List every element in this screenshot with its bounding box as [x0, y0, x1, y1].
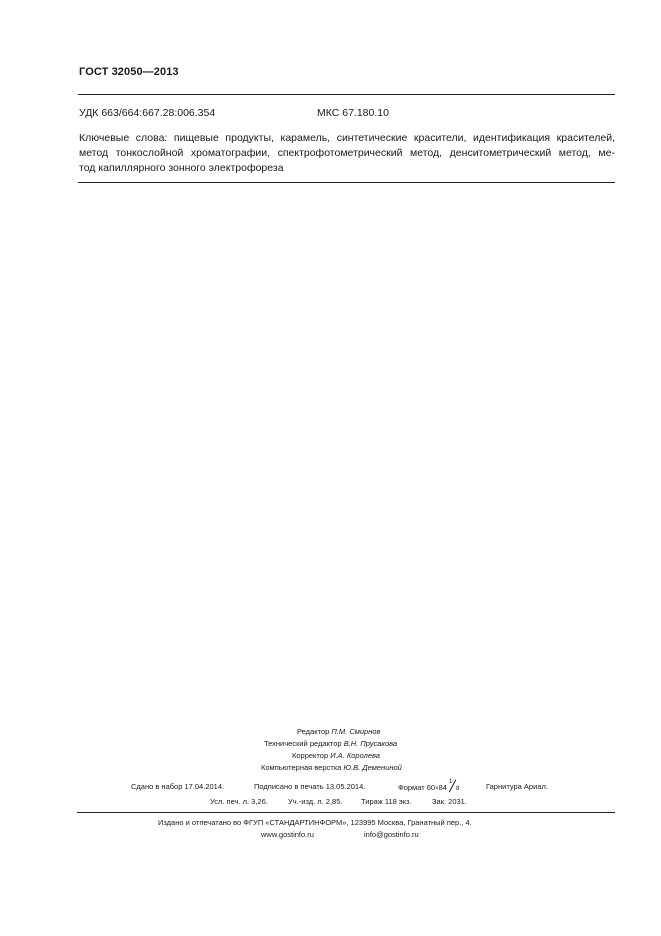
tech-editor-line — [264, 738, 397, 751]
udk-code: УДК 663/664:667.28:006.354 — [79, 107, 216, 119]
tech-editor-label: Технический редактор — [264, 739, 342, 748]
layout-line — [261, 762, 402, 775]
typeface: Гарнитура Ариал. — [486, 782, 548, 791]
format-fraction-numerator: 1 — [449, 779, 453, 785]
sent-to-set: Сдано в набор 17.04.2014. — [131, 782, 225, 791]
top-divider — [78, 94, 615, 95]
classification-row — [79, 107, 615, 119]
keywords-divider — [78, 182, 615, 183]
print-sheets: Усл. печ. л. 3,26. — [210, 797, 268, 806]
layout-name: Ю.В. Демениной — [343, 763, 402, 772]
order: Зак. 2031. — [432, 797, 467, 806]
run: Тираж 118 экз. — [361, 797, 412, 806]
website-link[interactable]: www.gostinfo.ru — [261, 830, 314, 839]
mks-code: МКС 67.180.10 — [317, 107, 389, 119]
format-fraction — [449, 779, 463, 792]
editor-label: Редактор — [297, 727, 330, 736]
format-label: Формат 60 — [398, 783, 436, 792]
tech-editor-name: В.Н. Прусакова — [343, 739, 398, 748]
editor-line — [297, 726, 380, 739]
format-84: 84 — [438, 783, 447, 792]
keywords-line-1: Ключевые слова: пищевые продукты, карамель, синтетические красители, идентификация красителей, — [79, 132, 615, 144]
corrector-label: Корректор — [292, 751, 329, 760]
imprint-divider — [77, 812, 615, 813]
email-link[interactable]: info@gostinfo.ru — [364, 830, 419, 839]
keywords-line-2: метод тонкослойной хроматографии, спектрофотометрический метод, денситометрический метод, ме- — [79, 147, 615, 159]
format-fraction-denominator: 8 — [456, 786, 460, 792]
corrector-line — [292, 750, 380, 763]
layout-label: Компьютерная верстка — [261, 763, 342, 772]
publisher-sheets: Уч.-изд. л. 2,85. — [288, 797, 343, 806]
corrector-name: И.А. Королева — [330, 751, 380, 760]
standard-code: ГОСТ 32050—2013 — [79, 66, 179, 78]
signed-to-print: Подписано в печать 13.05.2014. — [254, 782, 366, 791]
keywords-block — [79, 131, 615, 176]
publisher-address: Издано и отпечатано во ФГУП «СТАНДАРТИНФОРМ», 123995 Москва, Гранатный пер., 4. — [158, 818, 472, 827]
editor-name: П.М. Смирнов — [331, 727, 381, 736]
keywords-line-3: тод капиллярного зонного электрофореза — [79, 162, 284, 174]
format-times: × — [435, 786, 439, 792]
format — [398, 779, 463, 792]
